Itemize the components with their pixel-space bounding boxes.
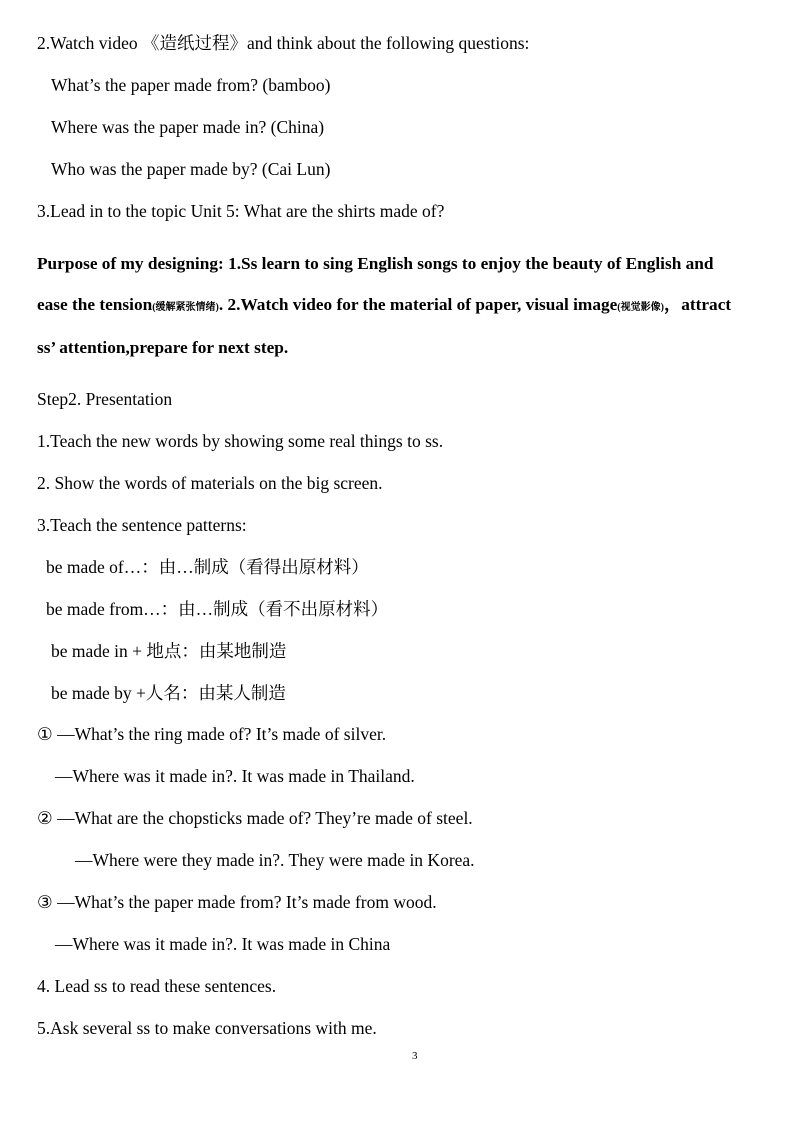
- purpose-text-b: . 2.Watch video for the material of paper, visual image: [218, 295, 618, 314]
- question-made-by: Who was the paper made by? (Cai Lun): [51, 159, 331, 179]
- purpose-line-2: [37, 294, 731, 319]
- example-1-followup: —Where was it made in?. It was made in Thailand.: [55, 766, 415, 786]
- teach-patterns-item: 3.Teach the sentence patterns:: [37, 515, 247, 535]
- pattern-made-by: be made by +人名：由某人制造: [51, 683, 286, 703]
- show-words-item: 2. Show the words of materials on the big screen.: [37, 473, 383, 493]
- purpose-line-3: ss’ attention,prepare for next step.: [37, 338, 289, 357]
- example-3-question: ③ —What’s the paper made from? It’s made from wood.: [37, 892, 437, 912]
- example-2-question: ② —What are the chopsticks made of? They’re made of steel.: [37, 808, 473, 828]
- conversation-item: 5.Ask several ss to make conversations with me.: [37, 1018, 377, 1038]
- example-3-followup: —Where was it made in?. It was made in China: [55, 934, 391, 954]
- watch-video-item: 2.Watch video 《造纸过程》and think about the following questions:: [37, 33, 530, 53]
- step-heading: Step2. Presentation: [37, 389, 173, 409]
- read-sentences-item: 4. Lead ss to read these sentences.: [37, 976, 277, 996]
- question-made-from: What’s the paper made from? (bamboo): [51, 75, 331, 95]
- pattern-made-from: be made from…：由…制成（看不出原材料）: [46, 599, 389, 619]
- example-1-question: ① —What’s the ring made of? It’s made of silver.: [37, 724, 387, 744]
- example-2-followup: —Where were they made in?. They were made in Korea.: [75, 850, 475, 870]
- purpose-note-b: (视觉影像): [617, 302, 664, 313]
- question-made-in: Where was the paper made in? (China): [51, 117, 325, 137]
- lead-in-item: 3.Lead in to the topic Unit 5: What are the shirts made of?: [37, 201, 445, 221]
- teach-words-item: 1.Teach the new words by showing some real things to ss.: [37, 431, 444, 451]
- purpose-line-1: Purpose of my designing: 1.Ss learn to sing English songs to enjoy the beauty of English and: [37, 254, 714, 273]
- purpose-text-a: ease the tension: [37, 295, 153, 314]
- page-number: 3: [412, 1050, 418, 1062]
- pattern-made-of: be made of…：由…制成（看得出原材料）: [46, 557, 369, 577]
- purpose-note-a: (缓解紧张情绪): [152, 302, 219, 313]
- purpose-text-c: ，attract: [663, 295, 732, 314]
- pattern-made-in: be made in + 地点：由某地制造: [51, 641, 287, 661]
